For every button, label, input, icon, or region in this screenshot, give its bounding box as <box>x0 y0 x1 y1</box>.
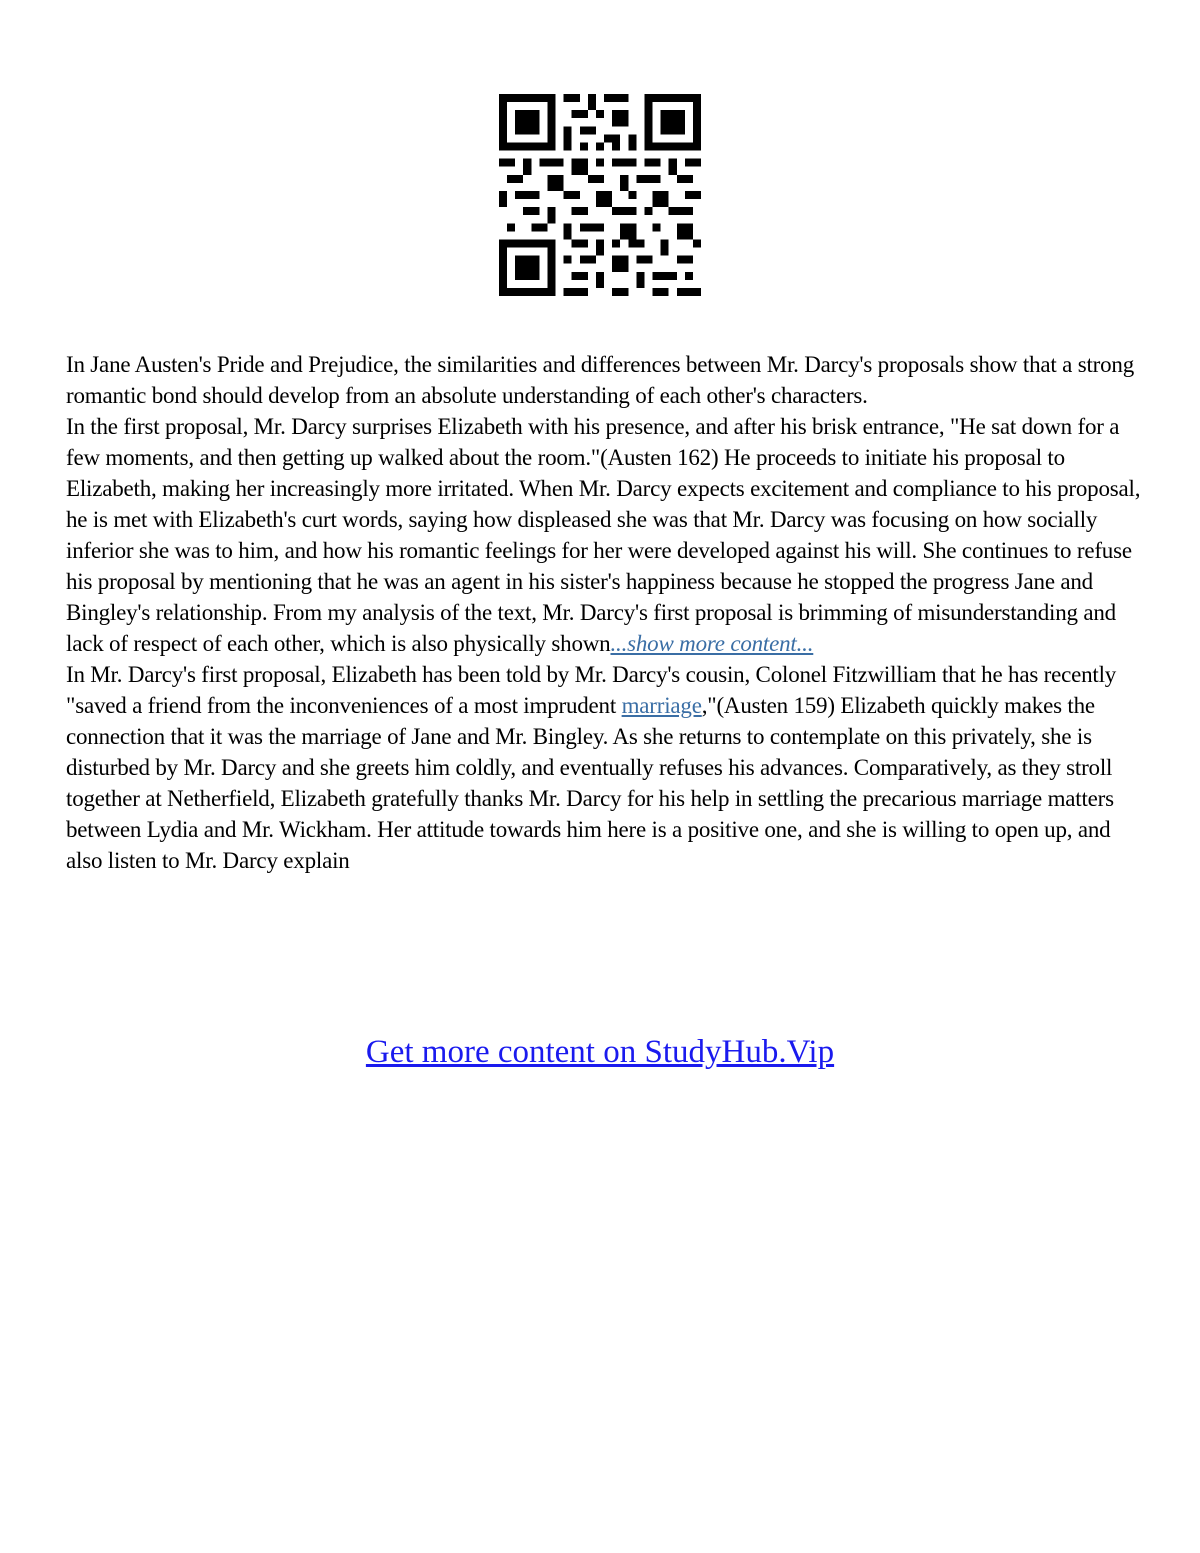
marriage-link[interactable]: marriage <box>621 693 702 718</box>
essay-text <box>66 349 1146 876</box>
paragraph-intro: In Jane Austen's Pride and Prejudice, the similarities and differences between Mr. Darcy's proposals show that a strong romantic bond should develop from an absolute understanding of each other's characters. <box>66 352 1134 408</box>
studyhub-link[interactable]: Get more content on StudyHub.Vip <box>365 1034 835 1070</box>
paragraph-comparison <box>66 659 1146 876</box>
paragraph-comparison-text-end: ,"(Austen 159) Elizabeth quickly makes the connection that it was the marriage of Jane and Mr. Bingley. As she returns to contemplate on this privately, she is disturbed by Mr. Darcy and she greets him coldly, and eventually refuses his advances. Comparatively, as they stroll together at Netherfield, Elizabeth gratefully thanks Mr. Darcy for his help in settling the precarious marriage matters between Lydia and Mr. Wickham. Her attitude towards him here is a positive one, and she is willing to open up, and also listen to Mr. Darcy explain <box>66 693 1114 873</box>
paragraph-comparison-text-start: In Mr. Darcy's first proposal, Elizabeth has been told by Mr. Darcy's cousin, Colonel Fitzwilliam that he has recently "saved a friend from the inconveniences of a most imprudent <box>66 662 1117 718</box>
qr-code <box>499 94 701 296</box>
footer <box>0 1032 1200 1072</box>
paragraph-first-proposal <box>66 411 1146 659</box>
paragraph-first-proposal-text: In the first proposal, Mr. Darcy surprises Elizabeth with his presence, and after his brisk entrance, "He sat down for a few moments, and then getting up walked about the room."(Austen 162) He proceeds to initiate his proposal to Elizabeth, making her increasingly more irritated. When Mr. Darcy expects excitement and compliance to his proposal, he is met with Elizabeth's curt words, saying how displeased she was that Mr. Darcy was focusing on how socially inferior she was to him, and how his romantic feelings for her were developed against his will. She continues to refuse his proposal by mentioning that he was an agent in his sister's happiness because he stopped the progress Jane and Bingley's relationship. From my analysis of the text, Mr. Darcy's first proposal is brimming of misunderstanding and lack of respect of each other, which is also physically shown <box>66 414 1141 656</box>
show-more-link[interactable]: ...show more content... <box>610 631 814 656</box>
